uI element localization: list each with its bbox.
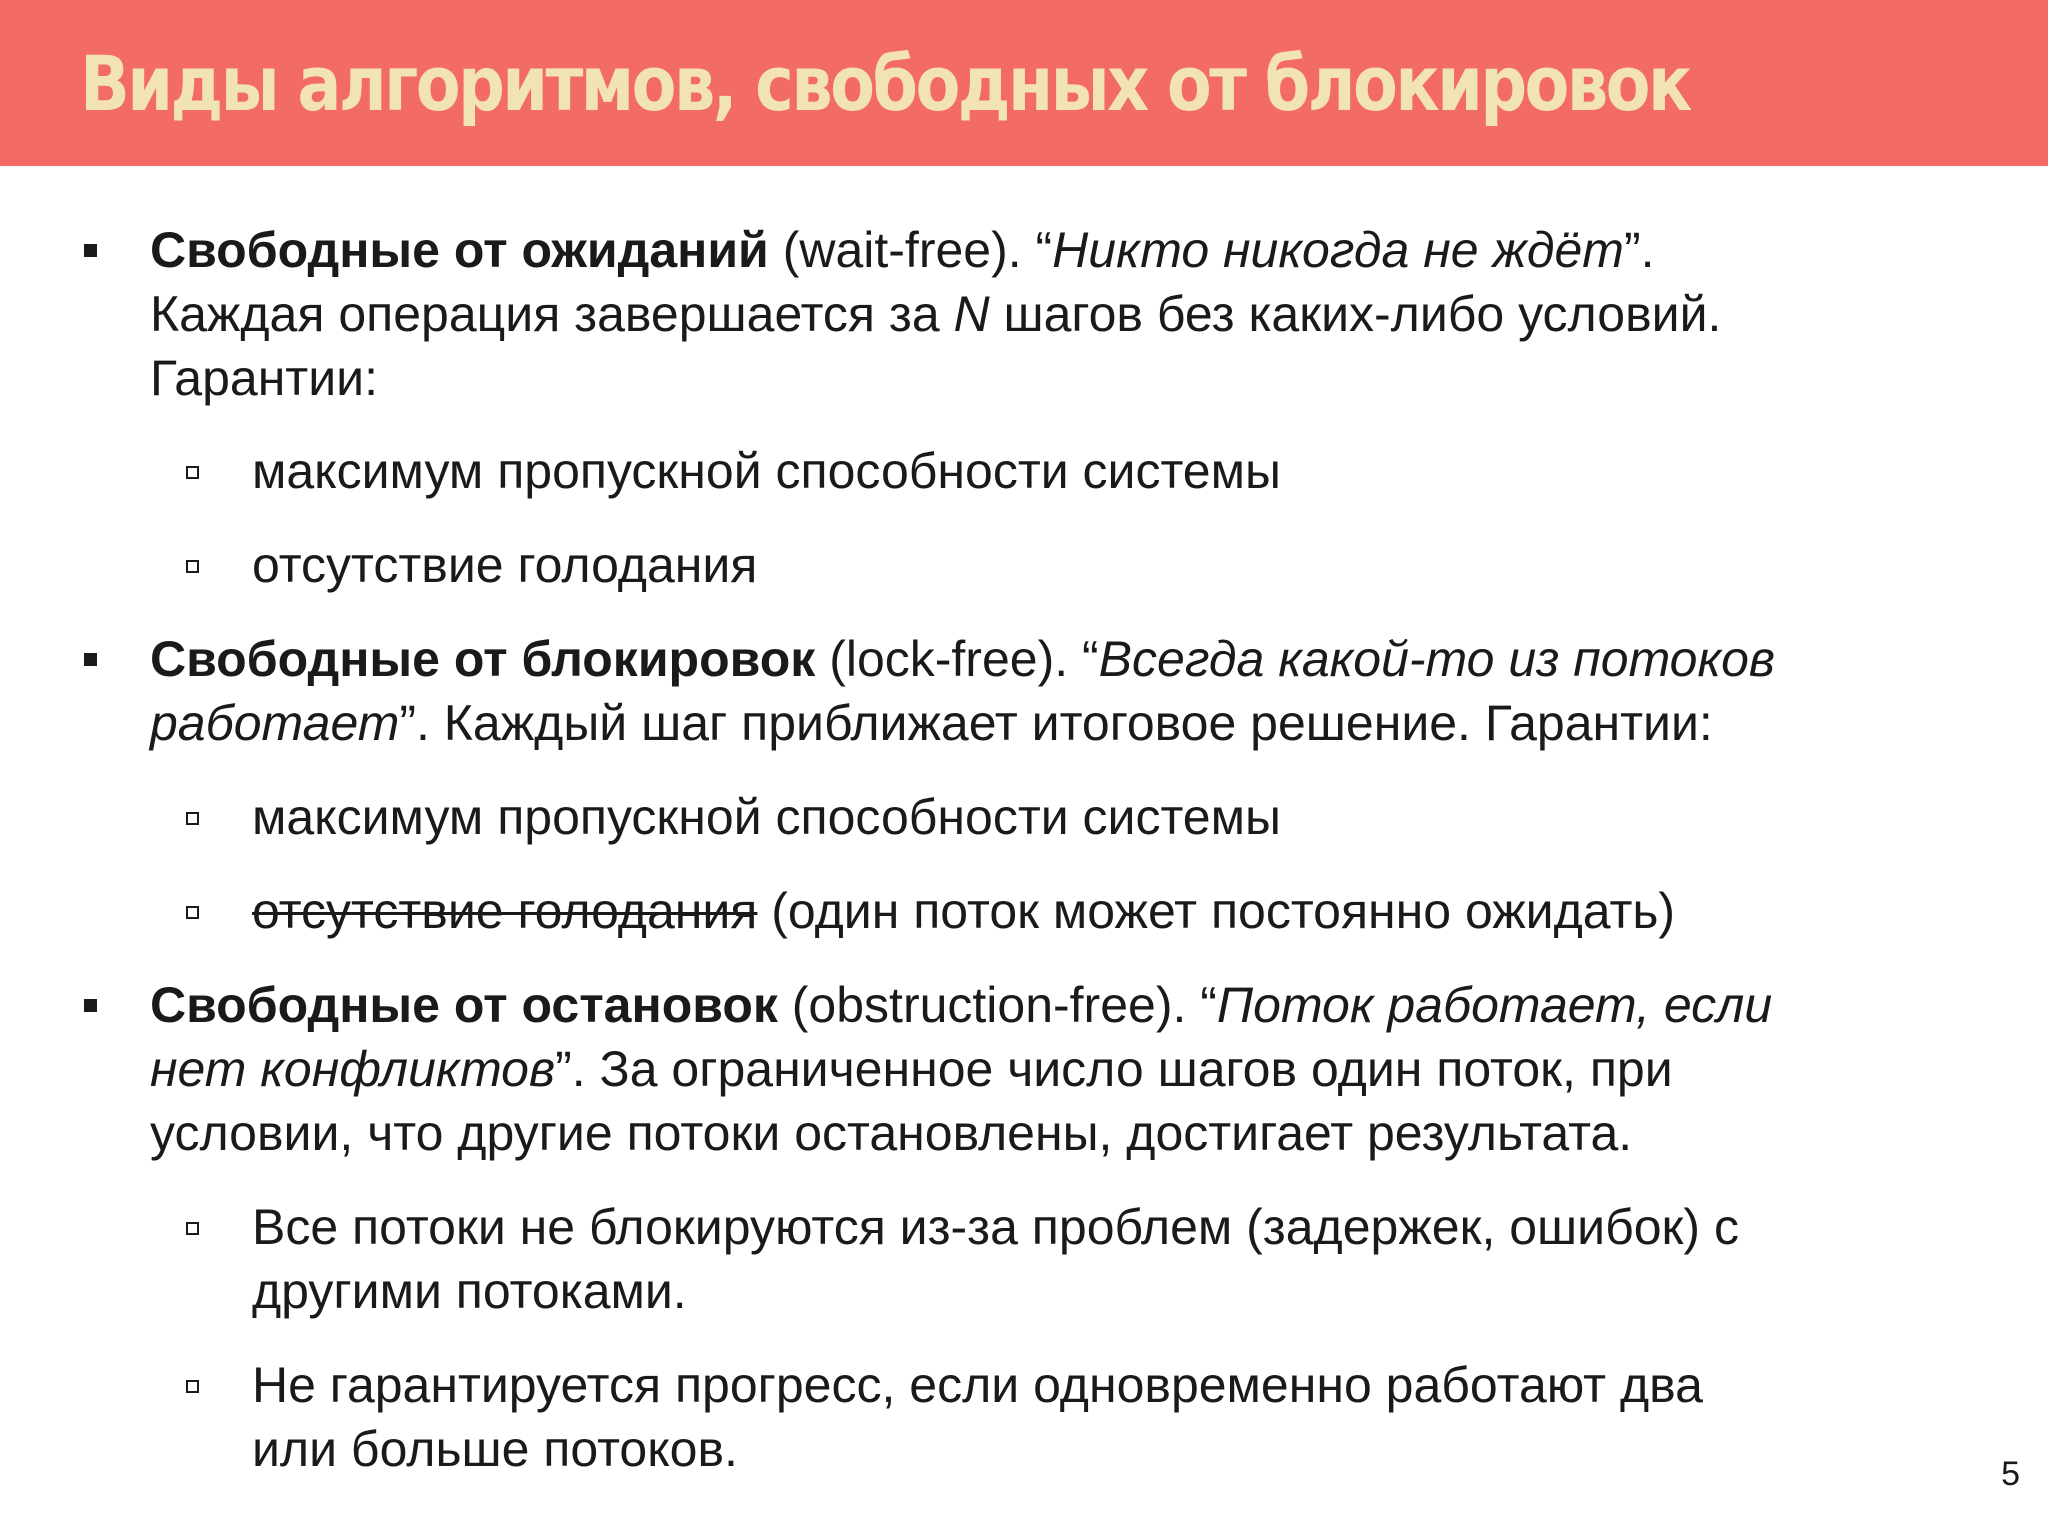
n-variable: N xyxy=(953,286,990,342)
item-lock-free-line-2 xyxy=(150,691,1970,755)
subitem-wait-free-starvation: отсутствие голодания xyxy=(252,537,758,593)
item-obstruction-free-line-1 xyxy=(150,973,1970,1037)
slide-title: Виды алгоритмов, свободных от блокировок xyxy=(80,39,1690,128)
quote-obstruction-free-part-1: Поток работает, если xyxy=(1216,977,1773,1033)
page-number: 5 xyxy=(2001,1455,2020,1493)
term-wait-free: Свободные от ожиданий xyxy=(150,222,769,278)
starvation-note: (один поток может постоянно ожидать) xyxy=(757,883,1676,939)
bullet-hollow-square-icon xyxy=(186,466,199,479)
item-wait-free-line-2 xyxy=(150,282,1970,346)
subitem-obstruction-free-no-progress-line-1: Не гарантируется прогресс, если одновременно работают два xyxy=(252,1357,1703,1413)
lock-free-description: ”. Каждый шаг приближает итоговое решение. Гарантии: xyxy=(399,695,1713,751)
guarantees-label: Гарантии: xyxy=(150,350,378,406)
subitem-wait-free-throughput: максимум пропускной способности системы xyxy=(252,443,1281,499)
struck-starvation: отсутствие голодания xyxy=(252,883,758,939)
quote-lock-free-part-1: Всегда какой-то из потоков xyxy=(1098,631,1775,687)
subitem-obstruction-free-no-blocking-line-1: Все потоки не блокируются из-за проблем (задержек, ошибок) с xyxy=(252,1199,1739,1255)
quote-lock-free-part-2: работает xyxy=(150,695,400,751)
term-lock-free: Свободные от блокировок xyxy=(150,631,816,687)
bullet-hollow-square-icon xyxy=(186,812,199,825)
description-start: Каждая операция завершается за xyxy=(150,286,954,342)
bullet-square-icon xyxy=(84,653,97,666)
item-wait-free-line-1 xyxy=(150,218,1970,282)
subitem-obstruction-free-no-blocking-line-2: другими потоками. xyxy=(252,1263,687,1319)
bullet-square-icon xyxy=(84,244,97,257)
quote-wait-free: Никто никогда не ждёт xyxy=(1052,222,1624,278)
quote-end: ”. xyxy=(1623,222,1655,278)
bullet-hollow-square-icon xyxy=(186,906,199,919)
description-end: шагов без каких-либо условий. xyxy=(989,286,1722,342)
english-wait-free: (wait-free). “ xyxy=(768,222,1053,278)
subitem-obstruction-free-no-progress-line-2: или больше потоков. xyxy=(252,1421,738,1477)
item-obstruction-free-line-2 xyxy=(150,1037,1970,1101)
term-obstruction-free: Свободные от остановок xyxy=(150,977,778,1033)
english-lock-free: (lock-free). “ xyxy=(815,631,1099,687)
subitem-lock-free-starvation xyxy=(252,879,1972,943)
bullet-square-icon xyxy=(84,999,97,1012)
item-lock-free-line-1 xyxy=(150,627,1970,691)
bullet-hollow-square-icon xyxy=(186,1222,199,1235)
quote-obstruction-free-part-2: нет конфликтов xyxy=(150,1041,556,1097)
item-obstruction-free-line-3: условии, что другие потоки остановлены, достигает результата. xyxy=(150,1105,1633,1161)
subitem-lock-free-throughput: максимум пропускной способности системы xyxy=(252,789,1281,845)
bullet-hollow-square-icon xyxy=(186,560,199,573)
obstruction-free-description: ”. За ограниченное число шагов один поток, при xyxy=(555,1041,1673,1097)
bullet-hollow-square-icon xyxy=(186,1380,199,1393)
english-obstruction-free: (obstruction-free). “ xyxy=(777,977,1217,1033)
